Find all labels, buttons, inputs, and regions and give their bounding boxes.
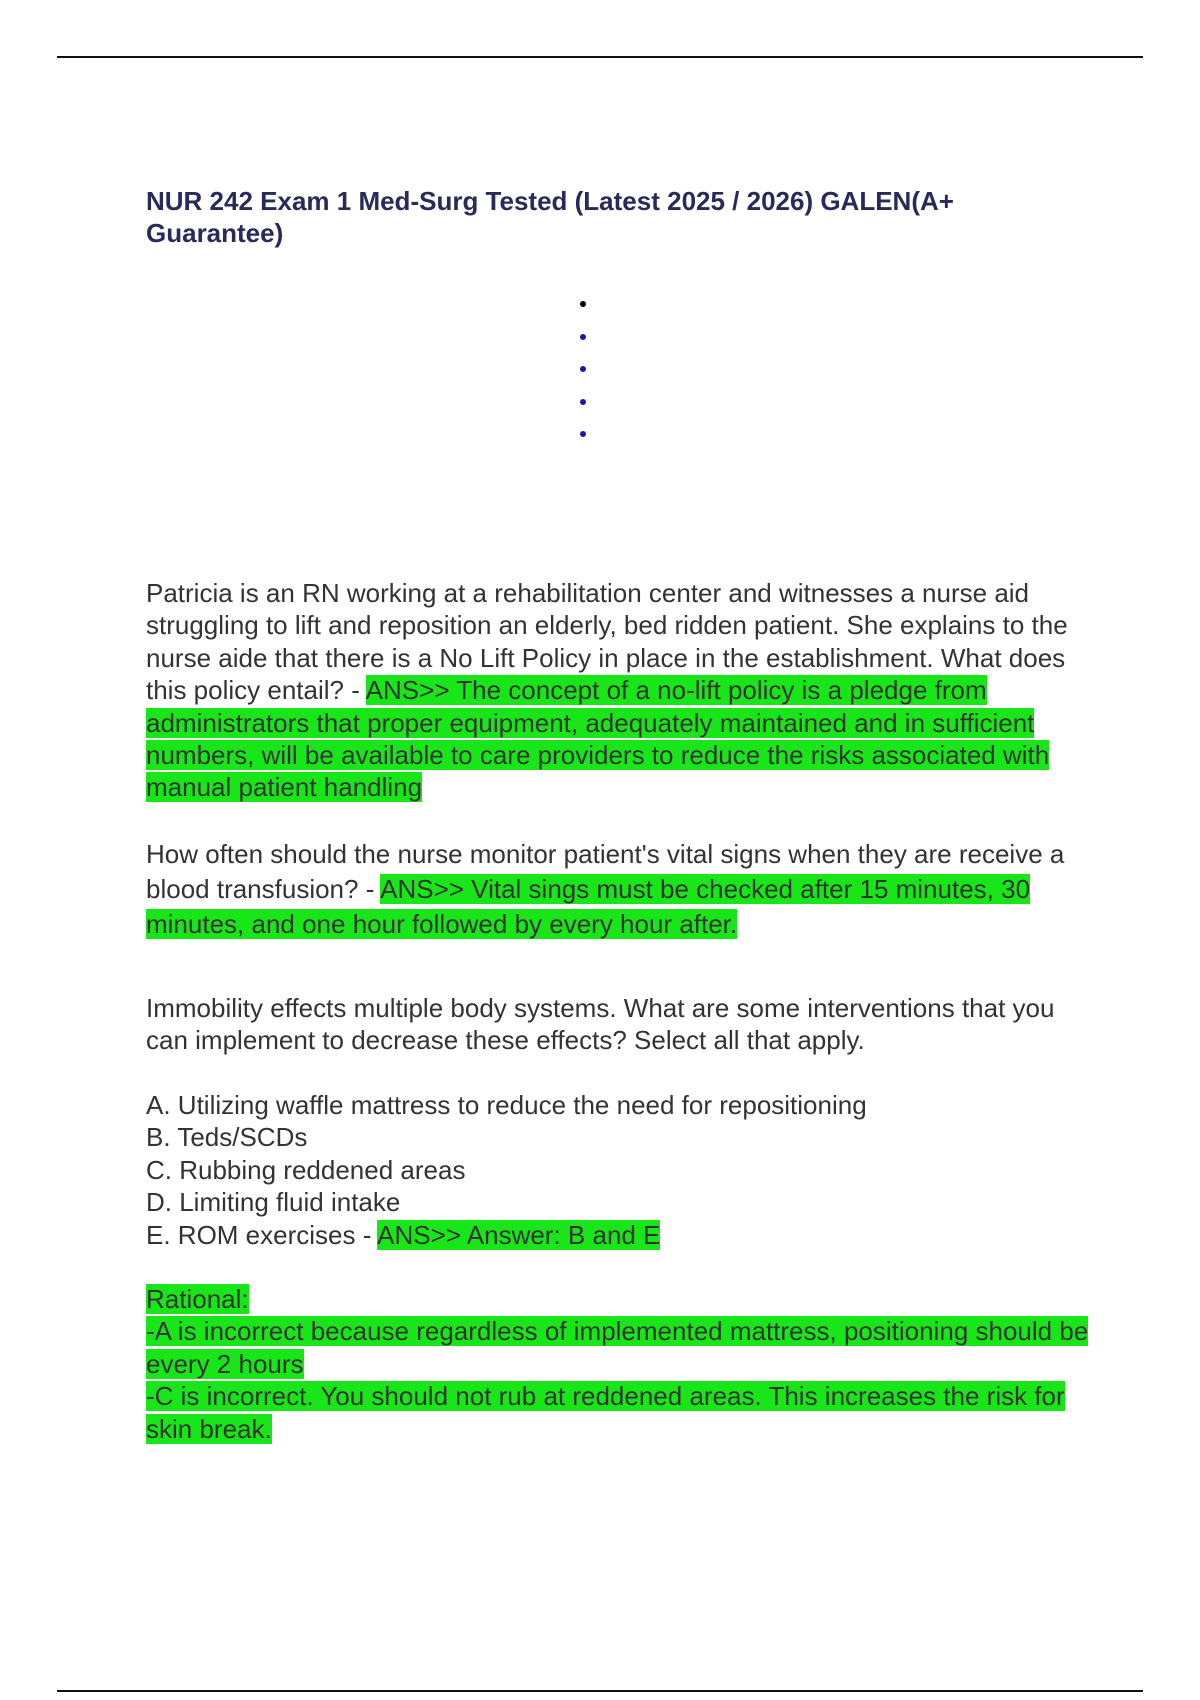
option-a: A. Utilizing waffle mattress to reduce the need for repositioning — [146, 1090, 867, 1120]
option-e — [146, 1219, 1096, 1251]
question-3-text: Immobility effects multiple body systems. What are some interventions that you can implement to decrease these effects? Select all that apply. — [146, 993, 1055, 1056]
question-3-options — [146, 1089, 1096, 1251]
document-title: NUR 242 Exam 1 Med-Surg Tested (Latest 2025 / 2026) GALEN(A+ Guarantee) — [146, 186, 954, 248]
option-c: C. Rubbing reddened areas — [146, 1154, 466, 1185]
answer-2-highlight: ANS>> Vital sings must be checked after 15 minutes, 30 minutes, and one hour followed by every hour after. — [146, 874, 1031, 939]
rationale-heading: Rational: — [146, 1284, 249, 1314]
rationale-block — [146, 1283, 1096, 1445]
option-d: D. Limiting fluid intake — [146, 1187, 401, 1218]
question-1-text: Patricia is an RN working at a rehabilitation center and witnesses a nurse aid struggling to lift and reposition an elderly, bed ridden patient. She explains to the nurse aide that there is a No Lift Policy in place in the establishment. What does this policy entail? - — [146, 578, 1068, 706]
answer-3-highlight: ANS>> Answer: B and E — [377, 1219, 661, 1250]
question-2-text: How often should the nurse monitor patient's vital signs when they are receive a blood transfusion? - — [146, 839, 1065, 904]
bottom-rule — [57, 1690, 1143, 1692]
option-b: B. Teds/SCDs — [146, 1122, 308, 1153]
question-1 — [146, 577, 1096, 804]
answer-1-highlight: ANS>> The concept of a no-lift policy is a pledge from administrators that proper equipment, adequately maintained and in sufficient numbers, will be available to care providers to reduce the risks associated with manual patient handling — [146, 675, 1050, 803]
top-rule — [57, 56, 1143, 58]
rationale-line-c: -C is incorrect. You should not rub at reddened areas. This increases the risk for skin break. — [146, 1381, 1065, 1444]
question-2 — [146, 837, 1096, 942]
option-e-text: E. ROM exercises - — [146, 1219, 378, 1250]
rationale-line-a: -A is incorrect because regardless of implemented mattress, positioning should be every 2 hours — [146, 1316, 1089, 1379]
